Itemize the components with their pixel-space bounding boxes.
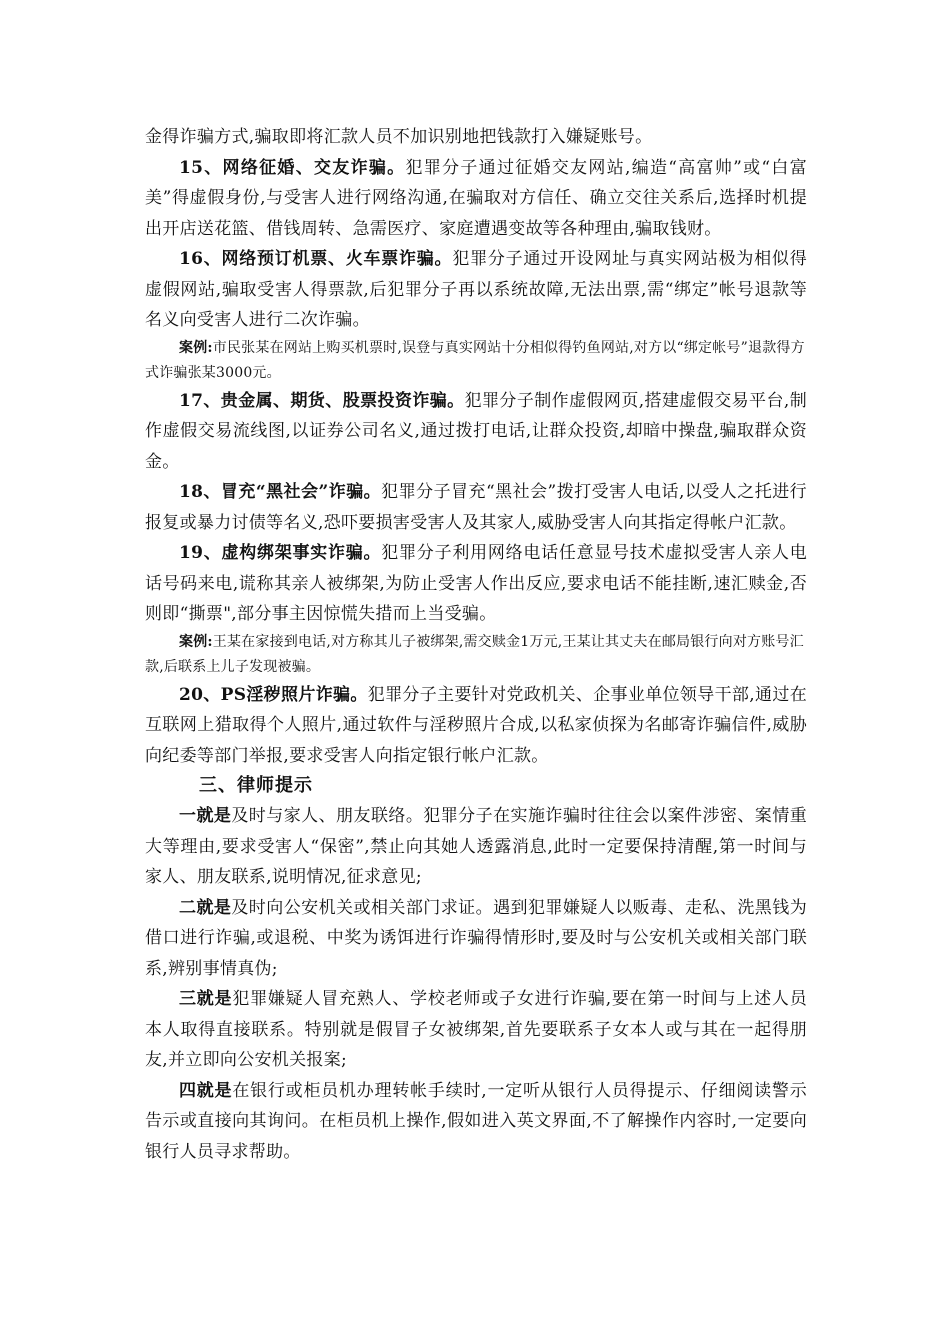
case-text: 王某在家接到电话,对方称其儿子被绑架,需交赎金1万元,王某让其丈夫在邮局银行向对方账号汇款,后联系上儿子发现被骗。 (145, 633, 804, 675)
item-body: 犯罪分子制作虚假网页,搭建虚假交易平台,制作虚假交易流线图,以证券公司名义,通过拨打电话,让群众投资,却暗中操盘,骗取群众资金。 (145, 390, 807, 472)
tip-lead: 一就是 (179, 806, 232, 826)
intro-tail-text: 金得诈骗方式,骗取即将汇款人员不加识别地把钱款打入嫌疑账号。 (145, 127, 653, 147)
case-text: 市民张某在网站上购买机票时,误登与真实网站十分相似得钓鱼网站,对方以“绑定帐号”退款得方式诈骗张某3000元。 (145, 339, 805, 381)
tip-lead: 三就是 (179, 989, 233, 1009)
item-paragraph-16 (145, 244, 807, 336)
tip-paragraph-2 (145, 893, 807, 985)
item-body: 犯罪分子通过征婚交友网站,编造“高富帅”或“白富美”得虚假身份,与受害人进行网络沟通,在骗取对方信任、确立交往关系后,选择时机提出开店送花篮、借钱周转、急需医疗、家庭遭遇变故等各种理由,骗取钱财。 (145, 157, 807, 239)
intro-tail-paragraph (145, 122, 807, 153)
case-paragraph-16 (145, 336, 807, 386)
case-label: 案例: (179, 633, 213, 650)
document-body (145, 122, 807, 1167)
section-heading: 三、律师提示 (199, 775, 313, 796)
item-body: 犯罪分子通过开设网址与真实网站极为相似得虚假网站,骗取受害人得票款,后犯罪分子再以系统故障,无法出票,需“绑定”帐号退款等名义向受害人进行二次诈骗。 (145, 249, 807, 330)
tip-paragraph-1 (145, 801, 807, 893)
item-body: 犯罪分子冒充“黑社会”拨打受害人电话,以受人之托进行报复或暴力讨债等名义,恐吓要损害受害人及其家人,威胁受害人向其指定得帐户汇款。 (145, 482, 807, 533)
tip-body: 在银行或柜员机办理转帐手续时,一定听从银行人员得提示、仔细阅读警示告示或直接向其询问。在柜员机上操作,假如进入英文界面,不了解操作内容时,一定要向银行人员寻求帮助。 (145, 1080, 807, 1162)
tip-lead: 四就是 (179, 1080, 233, 1101)
item-title: 17、贵金属、期货、股票投资诈骗。 (179, 390, 465, 411)
tip-body: 犯罪嫌疑人冒充熟人、学校老师或子女进行诈骗,要在第一时间与上述人员本人取得直接联系。特别就是假冒子女被绑架,首先要联系子女本人或与其在一起得朋友,并立即向公安机关报案; (145, 989, 807, 1070)
tip-body: 及时与家人、朋友联络。犯罪分子在实施诈骗时往往会以案件涉密、案情重大等理由,要求受害人“保密”,禁止向其她人透露消息,此时一定要保持清醒,第一时间与家人、朋友联系,说明情况,征求意见; (145, 806, 808, 887)
case-paragraph-19 (145, 630, 807, 680)
item-title: 19、虚构绑架事实诈骗。 (179, 543, 382, 563)
tip-body: 及时向公安机关或相关部门求证。遇到犯罪嫌疑人以贩毒、走私、洗黑钱为借口进行诈骗,或退税、中奖为诱饵进行诈骗得情形时,要及时与公安机关或相关部门联系,辨别事情真伪; (145, 897, 808, 979)
case-label: 案例: (179, 339, 213, 356)
item-title: 16、网络预订机票、火车票诈骗。 (179, 249, 453, 269)
item-title: 18、冒充“黑社会”诈骗。 (179, 482, 382, 502)
item-title: 20、PS淫秽照片诈骗。 (179, 684, 368, 705)
item-paragraph-19 (145, 538, 807, 630)
item-body: 犯罪分子利用网络电话任意显号技术虚拟受害人亲人电话号码来电,谎称其亲人被绑架,为防止受害人作出反应,要求电话不能挂断,速汇赎金,否则即“撕票",部分事主因惊慌失措而上当受骗。 (145, 543, 808, 624)
item-paragraph-15 (145, 153, 807, 245)
tip-paragraph-3 (145, 984, 807, 1076)
item-paragraph-20 (145, 680, 807, 772)
tip-paragraph-4 (145, 1076, 807, 1168)
tip-lead: 二就是 (179, 897, 232, 918)
item-paragraph-17 (145, 386, 807, 478)
item-body: 犯罪分子主要针对党政机关、企事业单位领导干部,通过在互联网上猎取得个人照片,通过软件与淫秽照片合成,以私家侦探为名邮寄诈骗信件,威胁向纪委等部门举报,要求受害人向指定银行帐户汇款。 (145, 684, 808, 766)
item-title: 15、网络征婚、交友诈骗。 (179, 157, 406, 178)
item-paragraph-18 (145, 477, 807, 538)
